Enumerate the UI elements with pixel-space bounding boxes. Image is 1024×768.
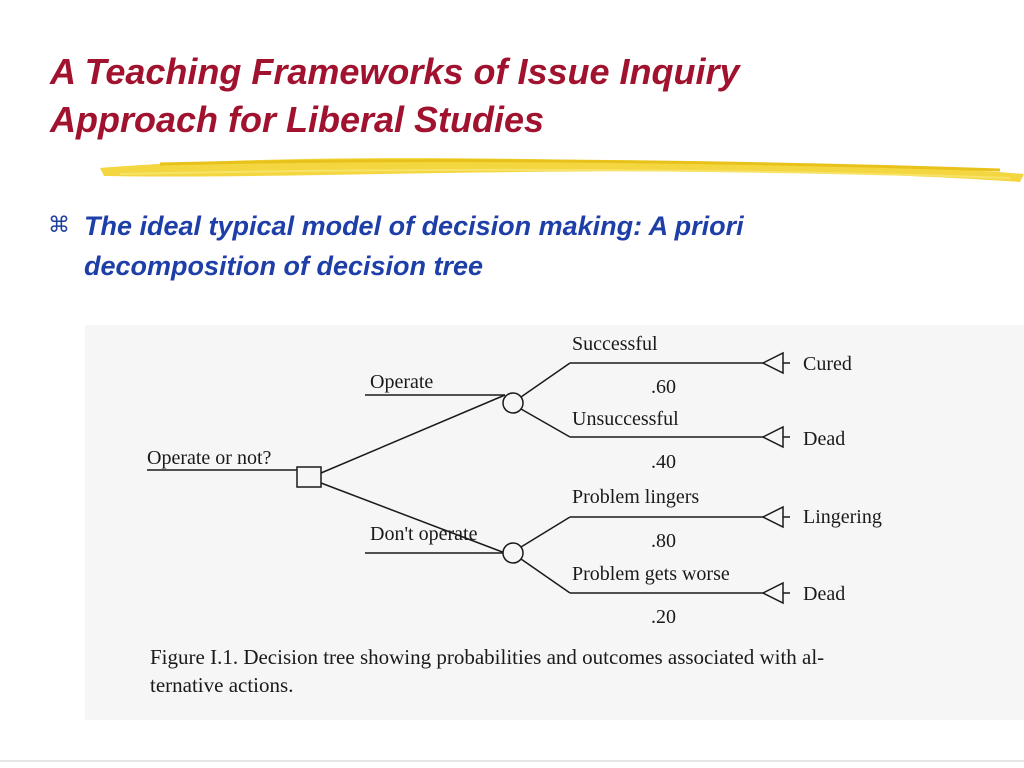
chance-node-dont-operate <box>503 543 523 563</box>
result-label: Cured <box>803 353 852 375</box>
chance-node-operate <box>503 393 523 413</box>
result-label: Dead <box>803 583 846 605</box>
outcome-label: Problem gets worse <box>572 563 730 585</box>
outcome-line-lingers <box>521 517 570 547</box>
bullet-line-2: decomposition of decision tree <box>84 251 484 281</box>
outcome-line-unsuccessful <box>521 409 570 437</box>
caption-line-1: Figure I.1. Decision tree showing probabilities and outcomes associated with al- <box>150 645 825 669</box>
terminal-node <box>763 353 783 373</box>
branch-label-operate: Operate <box>370 371 434 393</box>
figure-caption <box>150 643 1010 699</box>
probability-label: .60 <box>651 376 676 398</box>
probability-label: .80 <box>651 530 676 552</box>
decision-node <box>297 467 321 487</box>
terminal-node <box>763 427 783 447</box>
outcome-line-worse <box>521 559 570 593</box>
outcome-label: Problem lingers <box>572 486 700 508</box>
terminal-node <box>763 583 783 603</box>
slide-footer-divider <box>0 760 1024 762</box>
title-line-2: Approach for Liberal Studies <box>50 99 545 140</box>
terminal-node <box>763 507 783 527</box>
branch-label-dont-operate: Don't operate <box>370 523 478 545</box>
outcome-line-successful <box>521 363 570 397</box>
z-bullet-icon: ⌘ <box>48 213 70 238</box>
bullet-text <box>84 206 744 286</box>
outcome-label: Unsuccessful <box>572 408 679 430</box>
root-label: Operate or not? <box>147 447 272 469</box>
outcome-label: Successful <box>572 333 658 355</box>
result-label: Lingering <box>803 506 882 528</box>
probability-label: .20 <box>651 606 676 628</box>
decision-tree-figure <box>85 325 1024 720</box>
slide-title <box>50 48 740 144</box>
probability-label: .40 <box>651 451 676 473</box>
result-label: Dead <box>803 428 846 450</box>
highlighter-stroke <box>100 150 1024 190</box>
branch-line-operate <box>321 395 505 473</box>
caption-line-2: ternative actions. <box>150 673 294 697</box>
bullet-item <box>48 206 968 286</box>
title-line-1: A Teaching Frameworks of Issue Inquiry <box>50 51 740 92</box>
bullet-line-1: The ideal typical model of decision making: A priori <box>84 211 744 241</box>
